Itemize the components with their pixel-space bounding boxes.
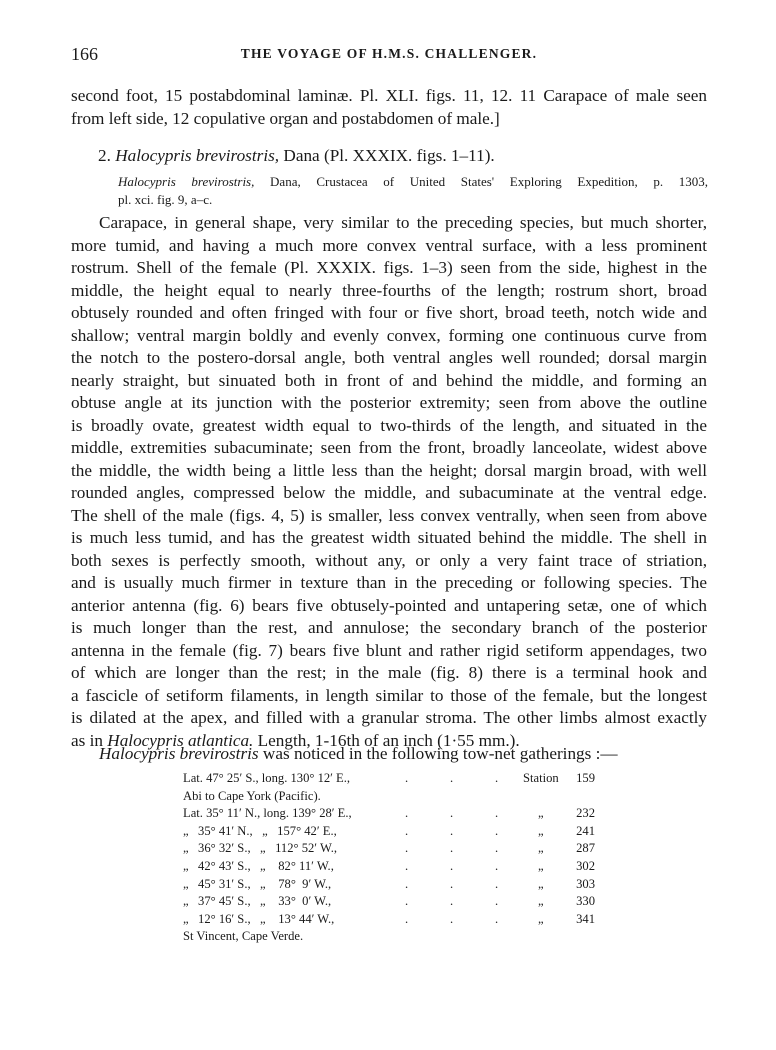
station-location: „ 12° 16′ S., „ 13° 44′ W., bbox=[183, 911, 335, 926]
station-prefix: „ bbox=[538, 858, 544, 873]
carry-over-paragraph bbox=[71, 85, 707, 130]
text-line: antenna in the female (fig. 7) bears five blunt and rather rigid setiform appendages, two bbox=[71, 640, 707, 660]
station-location: Abi to Cape York (Pacific). bbox=[183, 788, 321, 803]
text-line: a fascicle of setiform filaments, in length similar to those of the female, but the longest bbox=[71, 685, 707, 705]
station-number: 287 bbox=[576, 841, 595, 856]
station-number: 232 bbox=[576, 806, 595, 821]
species-authority: Dana (Pl. XXXIX. figs. 1–11). bbox=[283, 146, 495, 165]
dot-leader: . . . bbox=[405, 771, 499, 785]
text-line: is much longer than the rest, and annulose; the secondary branch of the posterior bbox=[71, 618, 707, 637]
text-line: second foot, 15 postabdominal laminæ. Pl. XLI. figs. 11, 12. 11 Carapace of male seen bbox=[71, 86, 707, 105]
dot-leader: . . . bbox=[405, 823, 499, 838]
text-line: is dilated at the apex, and filled with a granular stroma. The other limbs almost exactly bbox=[71, 708, 707, 727]
dot-leader: . . . bbox=[405, 858, 499, 873]
station-number: 341 bbox=[576, 911, 595, 926]
station-location: Lat. 47° 25′ S., long. 130° 12′ E., bbox=[183, 771, 351, 785]
dot-leader: . . . bbox=[405, 911, 499, 926]
page-number: 166 bbox=[71, 44, 98, 64]
text-fragment: was noticed in the following tow-net gatherings :— bbox=[258, 744, 618, 763]
species-name: Halocypris brevirostris, bbox=[115, 146, 280, 165]
station-location: „ 45° 31′ S., „ 78° 9′ W., bbox=[183, 876, 332, 891]
station-prefix: „ bbox=[538, 911, 544, 926]
text-line: middle, the height equal to nearly three-fourths of the length; rostrum short, broad bbox=[71, 280, 707, 300]
text-line: nearly straight, but sinuated both in front of and behind the middle, and forming an bbox=[71, 370, 707, 390]
text-line: Carapace, in general shape, very similar to the preceding species, but much shorter, bbox=[99, 213, 707, 232]
station-number: 241 bbox=[576, 823, 595, 838]
station-location: „ 35° 41′ N., „ 157° 42′ E., bbox=[183, 823, 337, 838]
dot-leader: . . . bbox=[405, 841, 499, 856]
text-fragment: Length, 1-16th of an inch (1·55 mm.). bbox=[253, 730, 520, 750]
text-line: is much less tumid, and has the greatest width situated behind the middle. The shell in bbox=[71, 528, 707, 547]
dot-leader: . . . bbox=[405, 894, 499, 909]
station-number: 303 bbox=[576, 876, 595, 891]
station-number: 159 bbox=[576, 771, 595, 785]
station-location: „ 37° 45′ S., „ 33° 0′ W., bbox=[183, 894, 332, 909]
text-line: obtuse angle at its junction with the posterior extremity; seen from above the outline bbox=[71, 393, 707, 412]
text-line: both sexes is perfectly smooth, without any, or only a very faint trace of striation, bbox=[71, 550, 707, 570]
species-heading bbox=[98, 146, 495, 166]
station-prefix: „ bbox=[538, 894, 544, 909]
text-line: is broadly ovate, greatest width equal to two-thirds of the length, and situated in the bbox=[71, 415, 707, 435]
species-reference: Halocypris brevirostris bbox=[99, 744, 259, 763]
dot-leader: . . . bbox=[405, 806, 499, 821]
dot-leader: . . . bbox=[405, 876, 499, 891]
text-line: of which are longer than the rest; in the male (fig. 8) there is a terminal hook and bbox=[71, 663, 707, 682]
running-title: THE VOYAGE OF H.M.S. CHALLENGER. bbox=[240, 46, 538, 61]
station-number: 330 bbox=[576, 894, 595, 909]
text-line: the notch to the postero-dorsal angle, both ventral angles well rounded; dorsal margin bbox=[71, 348, 707, 367]
station-location: „ 36° 32′ S., „ 112° 52′ W., bbox=[183, 841, 337, 856]
page-header bbox=[71, 44, 707, 68]
station-number: 302 bbox=[576, 858, 595, 873]
text-fragment: as in bbox=[71, 730, 108, 750]
text-line: rostrum. Shell of the female (Pl. XXXIX. figs. 1–3) seen from the side, highest in the bbox=[71, 258, 707, 277]
text-line: shallow; ventral margin boldly and evenly convex, forming one continuous curve from bbox=[71, 325, 707, 345]
synonymy-reference bbox=[118, 173, 708, 209]
station-prefix: „ bbox=[538, 876, 544, 891]
tow-net-intro bbox=[99, 744, 618, 764]
description-paragraph bbox=[71, 212, 707, 752]
text-line: obtusely rounded and often fringed with four or five short, broad teeth, notch wide and bbox=[71, 303, 707, 322]
text-line: from left side, 12 copulative organ and postabdomen of male.] bbox=[71, 108, 500, 128]
text-line: The shell of the male (figs. 4, 5) is smaller, less convex ventrally, when seen from above bbox=[71, 505, 707, 525]
station-location: Lat. 35° 11′ N., long. 139° 28′ E., bbox=[183, 806, 352, 821]
text-line: the middle, the width being a little less than the height; dorsal margin broad, with well bbox=[71, 460, 707, 480]
synonymy-citation: Dana, Crustacea of United States' Exploring Expedition, p. 1303, bbox=[270, 174, 709, 189]
station-prefix: Station bbox=[523, 771, 559, 785]
synonymy-species-name: Halocypris brevirostris, bbox=[118, 174, 255, 189]
text-line: middle, extremities subacuminate; seen from the front, broadly lanceolate, widest above bbox=[71, 438, 707, 457]
text-line: more tumid, and having a much more convex ventral surface, with a less prominent bbox=[71, 235, 707, 255]
station-location: „ 42° 43′ S., „ 82° 11′ W., bbox=[183, 858, 334, 873]
synonymy-line bbox=[118, 173, 708, 191]
station-prefix: „ bbox=[538, 841, 544, 856]
text-line: anterior antenna (fig. 6) bears five obtusely-pointed and untapering setæ, one of which bbox=[71, 595, 707, 615]
station-prefix: „ bbox=[538, 806, 544, 821]
synonymy-line: pl. xci. fig. 9, a–c. bbox=[118, 192, 213, 207]
station-prefix: „ bbox=[538, 823, 544, 838]
species-number: 2. bbox=[98, 146, 111, 165]
text-line: rounded angles, compressed below the middle, and subacuminate at the ventral edge. bbox=[71, 483, 707, 502]
station-location: St Vincent, Cape Verde. bbox=[183, 929, 304, 944]
species-reference: Halocypris atlantica. bbox=[107, 730, 254, 750]
text-line: and is usually much firmer in texture than in the preceding or following species. The bbox=[71, 573, 707, 592]
